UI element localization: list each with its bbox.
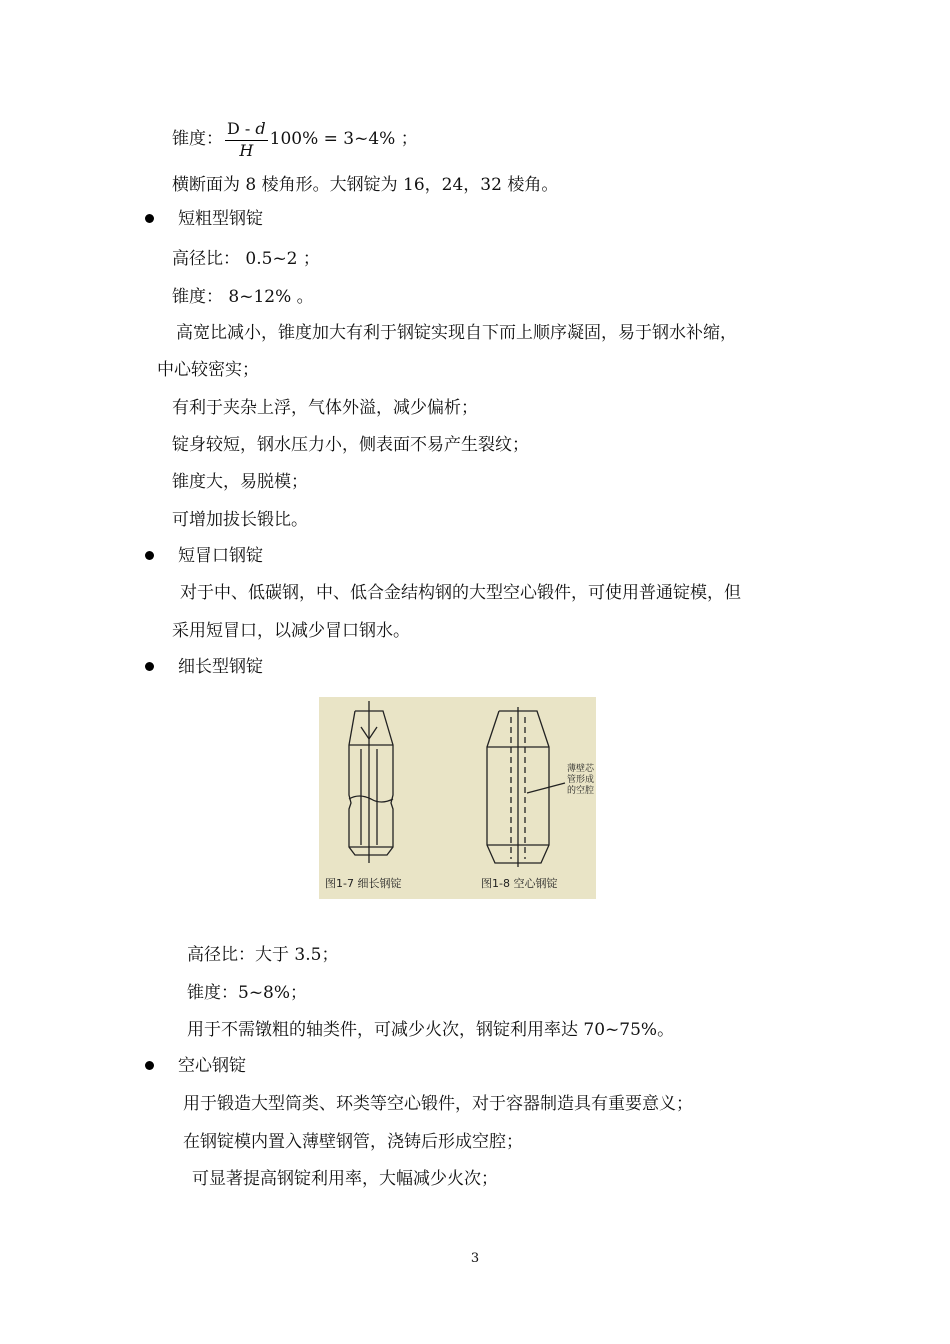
hollow-p2: 在钢锭模内置入薄壁钢管，浇铸后形成空腔； xyxy=(183,1132,523,1152)
slender-usage: 用于不需镦粗的轴类件，可减少火次，钢锭利用率达 70~75%。 xyxy=(187,1020,675,1040)
ingot-figure xyxy=(319,697,596,899)
fraction-denominator: H xyxy=(239,140,254,160)
taper-formula xyxy=(172,116,418,162)
bullet-icon xyxy=(145,1061,154,1070)
short-thick-p5: 可增加拔长锻比。 xyxy=(172,510,308,530)
heading-short-riser: 短冒口钢锭 xyxy=(178,546,263,566)
fraction-numerator: D - d xyxy=(225,119,268,141)
short-thick-p4: 锥度大，易脱模； xyxy=(172,472,308,492)
taper-formula-prefix: 锥度： xyxy=(172,129,223,149)
hollow-p1: 用于锻造大型筒类、环类等空心锻件，对于容器制造具有重要意义； xyxy=(183,1094,693,1114)
figure-caption-left: 图1-7 细长钢锭 xyxy=(325,877,402,890)
figure-annotation: 薄壁芯 管形成 的空腔 xyxy=(567,764,595,796)
slender-ingot-shape xyxy=(349,701,393,863)
ingot-drawing xyxy=(319,697,596,899)
slender-taper: 锥度：5~8%； xyxy=(187,983,308,1003)
heading-slender: 细长型钢锭 xyxy=(178,657,263,677)
page-number: 3 xyxy=(470,1251,480,1266)
hollow-ingot-shape xyxy=(487,707,565,867)
short-thick-p2: 有利于夹杂上浮，气体外溢，减少偏析； xyxy=(172,398,478,418)
cross-section-line: 横断面为 8 棱角形。大钢锭为 16，24，32 棱角。 xyxy=(172,175,559,195)
short-riser-p1-line2: 采用短冒口，以减少冒口钢水。 xyxy=(172,621,410,641)
taper-formula-suffix: 100% = 3~4% ； xyxy=(269,129,418,149)
short-thick-p1-line1: 高宽比减小，锥度加大有利于钢锭实现自下而上顺序凝固，易于钢水补缩， xyxy=(176,323,737,343)
hollow-p3: 可显著提高钢锭利用率，大幅减少火次； xyxy=(192,1169,498,1189)
bullet-icon xyxy=(145,551,154,560)
short-thick-p1-line2: 中心较密实； xyxy=(157,360,259,380)
bullet-icon xyxy=(145,662,154,671)
short-thick-p3: 锭身较短，钢水压力小，侧表面不易产生裂纹； xyxy=(172,435,529,455)
figure-caption-right: 图1-8 空心钢锭 xyxy=(481,877,558,890)
short-riser-p1-line1: 对于中、低碳钢，中、低合金结构钢的大型空心锻件，可使用普通锭模，但 xyxy=(180,583,741,603)
short-thick-taper: 锥度： 8~12% 。 xyxy=(172,287,314,307)
bullet-icon xyxy=(145,214,154,223)
short-thick-ratio: 高径比： 0.5~2 ； xyxy=(172,249,320,269)
heading-hollow: 空心钢锭 xyxy=(178,1056,246,1076)
taper-fraction xyxy=(225,119,268,161)
slender-ratio: 高径比：大于 3.5； xyxy=(187,945,339,965)
heading-short-thick: 短粗型钢锭 xyxy=(178,209,263,229)
